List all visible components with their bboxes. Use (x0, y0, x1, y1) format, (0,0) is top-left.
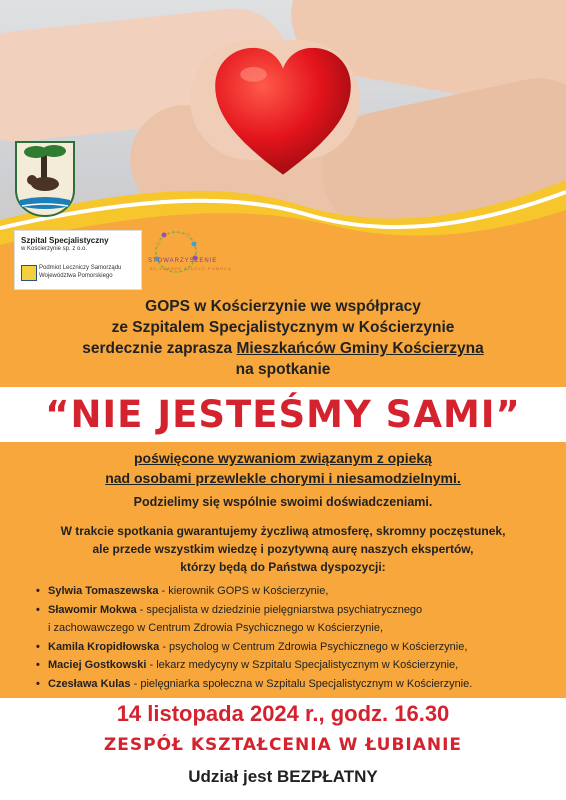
list-item (36, 601, 558, 638)
intro-prefix: serdecznie zaprasza (82, 340, 237, 357)
event-description (0, 448, 566, 488)
hospital-owner-line1: Podmiot Leczniczy Samorządu (39, 265, 122, 271)
expert-role: - pielęgniarka społeczna w Szpitalu Specjalistycznym w Kościerzynie. (130, 677, 473, 690)
hospital-owner-line2: Województwa Pomorskiego (39, 273, 113, 279)
guarantee-text (20, 522, 546, 576)
share-line: Podzielimy się wspólnie swoimi doświadczeniami. (133, 495, 433, 509)
intro-line (0, 338, 566, 359)
expert-name: Czesława Kulas (48, 677, 131, 690)
region-flag-icon (21, 265, 37, 281)
experts-list (36, 582, 558, 693)
guarantee-line: ale przede wszystkim wiedzę i pozytywną aurę naszych ekspertów, (92, 542, 474, 556)
list-item (36, 582, 558, 601)
expert-role: - psycholog w Centrum Zdrowia Psychicznego w Kościerzynie, (159, 640, 468, 653)
event-date: 14 listopada 2024 r., godz. 16.30 (116, 701, 450, 726)
expert-name: Kamila Kropidłowska (48, 640, 160, 653)
residents-highlight: Mieszkańców Gminy Kościerzyna (236, 340, 484, 357)
hospital-logo-card (14, 230, 142, 290)
flower-wreath-icon (148, 228, 204, 284)
list-item (36, 638, 558, 657)
event-title: “NIE JESTEŚMY SAMI” (45, 393, 521, 436)
list-item (36, 656, 558, 675)
free-entry-note: Udział jest BEZPŁATNY (188, 767, 378, 786)
bullet-icon: • (36, 585, 40, 597)
bullet-icon: • (36, 677, 40, 690)
event-venue: ZESPÓŁ KSZTAŁCENIA W ŁUBIANIE (103, 735, 463, 755)
association-name: STOWARZYSZENIE (148, 258, 218, 264)
intro-text (0, 296, 566, 380)
description-line: poświęcone wyzwaniom związanym z opieką (134, 450, 432, 466)
bear-crest-icon (14, 140, 76, 218)
bullet-icon: • (36, 603, 40, 616)
association-motto: BY ZAWSZE SŁUŻYĆ POMOCĄ (150, 266, 232, 271)
list-item (36, 675, 558, 694)
guarantee-line: W trakcie spotkania gwarantujemy życzliwą atmosferę, skromny poczęstunek, (60, 524, 506, 538)
intro-line: GOPS w Kościerzynie we współpracy (145, 298, 421, 315)
bullet-icon: • (36, 659, 40, 671)
title-banner (0, 387, 566, 442)
expert-role: - specjalista w dziedzinie pielęgniarstwa psychiatrycznego (136, 603, 423, 616)
intro-line: na spotkanie (235, 361, 331, 378)
expert-role: - kierownik GOPS w Kościerzynie, (158, 585, 329, 597)
expert-role: - lekarz medycyny w Szpitalu Specjalistycznym w Kościerzynie, (146, 659, 459, 671)
intro-line: ze Szpitalem Specjalistycznym w Kościerzynie (111, 319, 455, 336)
expert-name: Sławomir Mokwa (48, 603, 137, 616)
expert-name: Sylwia Tomaszewska (48, 585, 159, 597)
expert-role-continued: i zachowawczego w Centrum Zdrowia Psychicznego w Kościerzynie, (48, 622, 384, 634)
hospital-name: Szpital Specjalistyczny (21, 236, 109, 245)
guarantee-line: którzy będą do Państwa dyspozycji: (180, 560, 386, 574)
expert-name: Maciej Gostkowski (48, 659, 147, 671)
description-line: nad osobami przewlekle chorymi i niesamodzielnymi. (105, 470, 461, 486)
hospital-subtitle: w Kościerzynie sp. z o.o. (21, 246, 88, 252)
bullet-icon: • (36, 640, 40, 653)
